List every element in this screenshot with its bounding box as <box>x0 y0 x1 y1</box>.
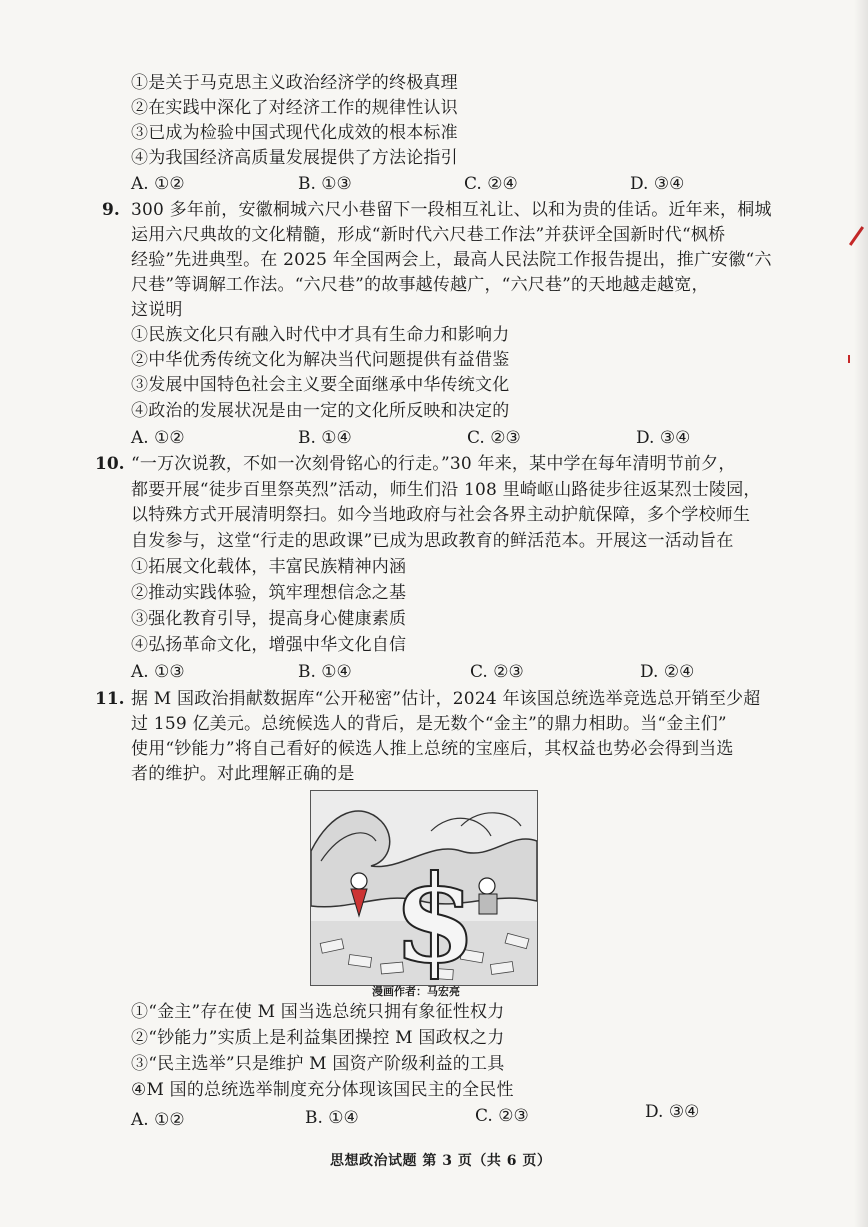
q9-option-a: A. ①② <box>131 428 185 448</box>
q10-stem-2: 都要开展“徒步百里祭英烈”活动，师生们沿 108 里崎岖山路徒步往返某烈士陵园， <box>131 480 761 500</box>
q10-option-d: D. ②④ <box>640 662 695 682</box>
q9-stem-3: 经验”先进典型。在 2025 年全国两会上，最高人民法院工作报告提出，推广安徽“六 <box>131 250 772 270</box>
q9-stem-5: 这说明 <box>131 300 183 320</box>
q11-item-2: ②“钞能力”实质上是利益集团操控 M 国政权之力 <box>131 1028 505 1048</box>
cartoon-caption: 漫画作者：马宏亮 <box>372 985 460 998</box>
q8-item-1: ①是关于马克思主义政治经济学的终极真理 <box>131 73 458 93</box>
q8-option-c: C. ②④ <box>464 174 518 194</box>
q10-number: 10. <box>95 454 125 474</box>
q10-option-b: B. ①④ <box>298 662 352 682</box>
q11-stem-1: 据 M 国政治捐献数据库“公开秘密”估计，2024 年该国总统选举竞选总开销至少超 <box>131 689 761 709</box>
q10-item-1: ①拓展文化载体，丰富民族精神内涵 <box>131 557 407 577</box>
q11-stem-3: 使用“钞能力”将自己看好的候选人推上总统的宝座后，其权益也势必会得到当选 <box>131 739 734 759</box>
q10-stem-4: 自发参与，这堂“行走的思政课”已成为思政教育的鲜活范本。开展这一活动旨在 <box>131 531 734 551</box>
q10-option-a: A. ①③ <box>131 662 185 682</box>
q11-item-1: ①“金主”存在使 M 国当选总统只拥有象征性权力 <box>131 1002 505 1022</box>
q9-item-3: ③发展中国特色社会主义要全面继承中华传统文化 <box>131 375 510 395</box>
q11-item-3: ③“民主选举”只是维护 M 国资产阶级利益的工具 <box>131 1054 505 1074</box>
q11-option-d: D. ③④ <box>645 1102 700 1122</box>
q8-option-a: A. ①② <box>131 174 185 194</box>
political-cartoon-image <box>310 790 538 986</box>
q9-option-b: B. ①④ <box>298 428 352 448</box>
q9-option-d: D. ③④ <box>636 428 691 448</box>
q10-item-3: ③强化教育引导，提高身心健康素质 <box>131 609 407 629</box>
q11-item-4: ④M 国的总统选举制度充分体现该国民主的全民性 <box>131 1080 514 1100</box>
q9-stem-2: 运用六尺典故的文化精髓，形成“新时代六尺巷工作法”并获评全国新时代“枫桥 <box>131 225 726 245</box>
q8-option-d: D. ③④ <box>630 174 685 194</box>
page-footer: 思想政治试题 第 3 页（共 6 页） <box>330 1153 552 1169</box>
q9-stem-4: 尺巷”等调解工作法。“六尺巷”的故事越传越广，“六尺巷”的天地越走越宽， <box>131 275 709 295</box>
red-pen-dot <box>848 355 850 363</box>
q10-stem-1: “一万次说教，不如一次刻骨铭心的行走。”30 年来，某中学在每年清明节前夕， <box>131 454 736 474</box>
q10-stem-3: 以特殊方式开展清明祭扫。如今当地政府与社会各界主动护航保障，多个学校师生 <box>131 505 751 525</box>
q8-item-2: ②在实践中深化了对经济工作的规律性认识 <box>131 98 458 118</box>
q8-option-b: B. ①③ <box>298 174 352 194</box>
q11-option-c: C. ②③ <box>475 1106 529 1126</box>
cartoon-drawing <box>311 791 537 985</box>
q11-stem-4: 者的维护。对此理解正确的是 <box>131 764 355 784</box>
q10-item-2: ②推动实践体验，筑牢理想信念之基 <box>131 583 407 603</box>
q9-option-c: C. ②③ <box>467 428 521 448</box>
q8-item-3: ③已成为检验中国式现代化成效的根本标准 <box>131 123 458 143</box>
q10-option-c: C. ②③ <box>470 662 524 682</box>
scan-shadow <box>854 0 868 1227</box>
q9-stem-1: 300 多年前，安徽桐城六尺小巷留下一段相互礼让、以和为贵的佳话。近年来，桐城 <box>131 200 772 220</box>
q9-item-1: ①民族文化只有融入时代中才具有生命力和影响力 <box>131 325 510 345</box>
q9-item-2: ②中华优秀传统文化为解决当代问题提供有益借鉴 <box>131 350 510 370</box>
q11-stem-2: 过 159 亿美元。总统候选人的背后，是无数个“金主”的鼎力相助。当“金主们” <box>131 714 727 734</box>
q8-item-4: ④为我国经济高质量发展提供了方法论指引 <box>131 148 458 168</box>
q9-item-4: ④政治的发展状况是由一定的文化所反映和决定的 <box>131 401 510 421</box>
q11-number: 11. <box>95 689 125 709</box>
dollar-sign-symbol: $ <box>393 849 477 985</box>
q10-item-4: ④弘扬革命文化，增强中华文化自信 <box>131 635 407 655</box>
q9-number: 9. <box>102 200 120 220</box>
q11-option-a: A. ①② <box>131 1110 185 1130</box>
q11-option-b: B. ①④ <box>305 1108 359 1128</box>
